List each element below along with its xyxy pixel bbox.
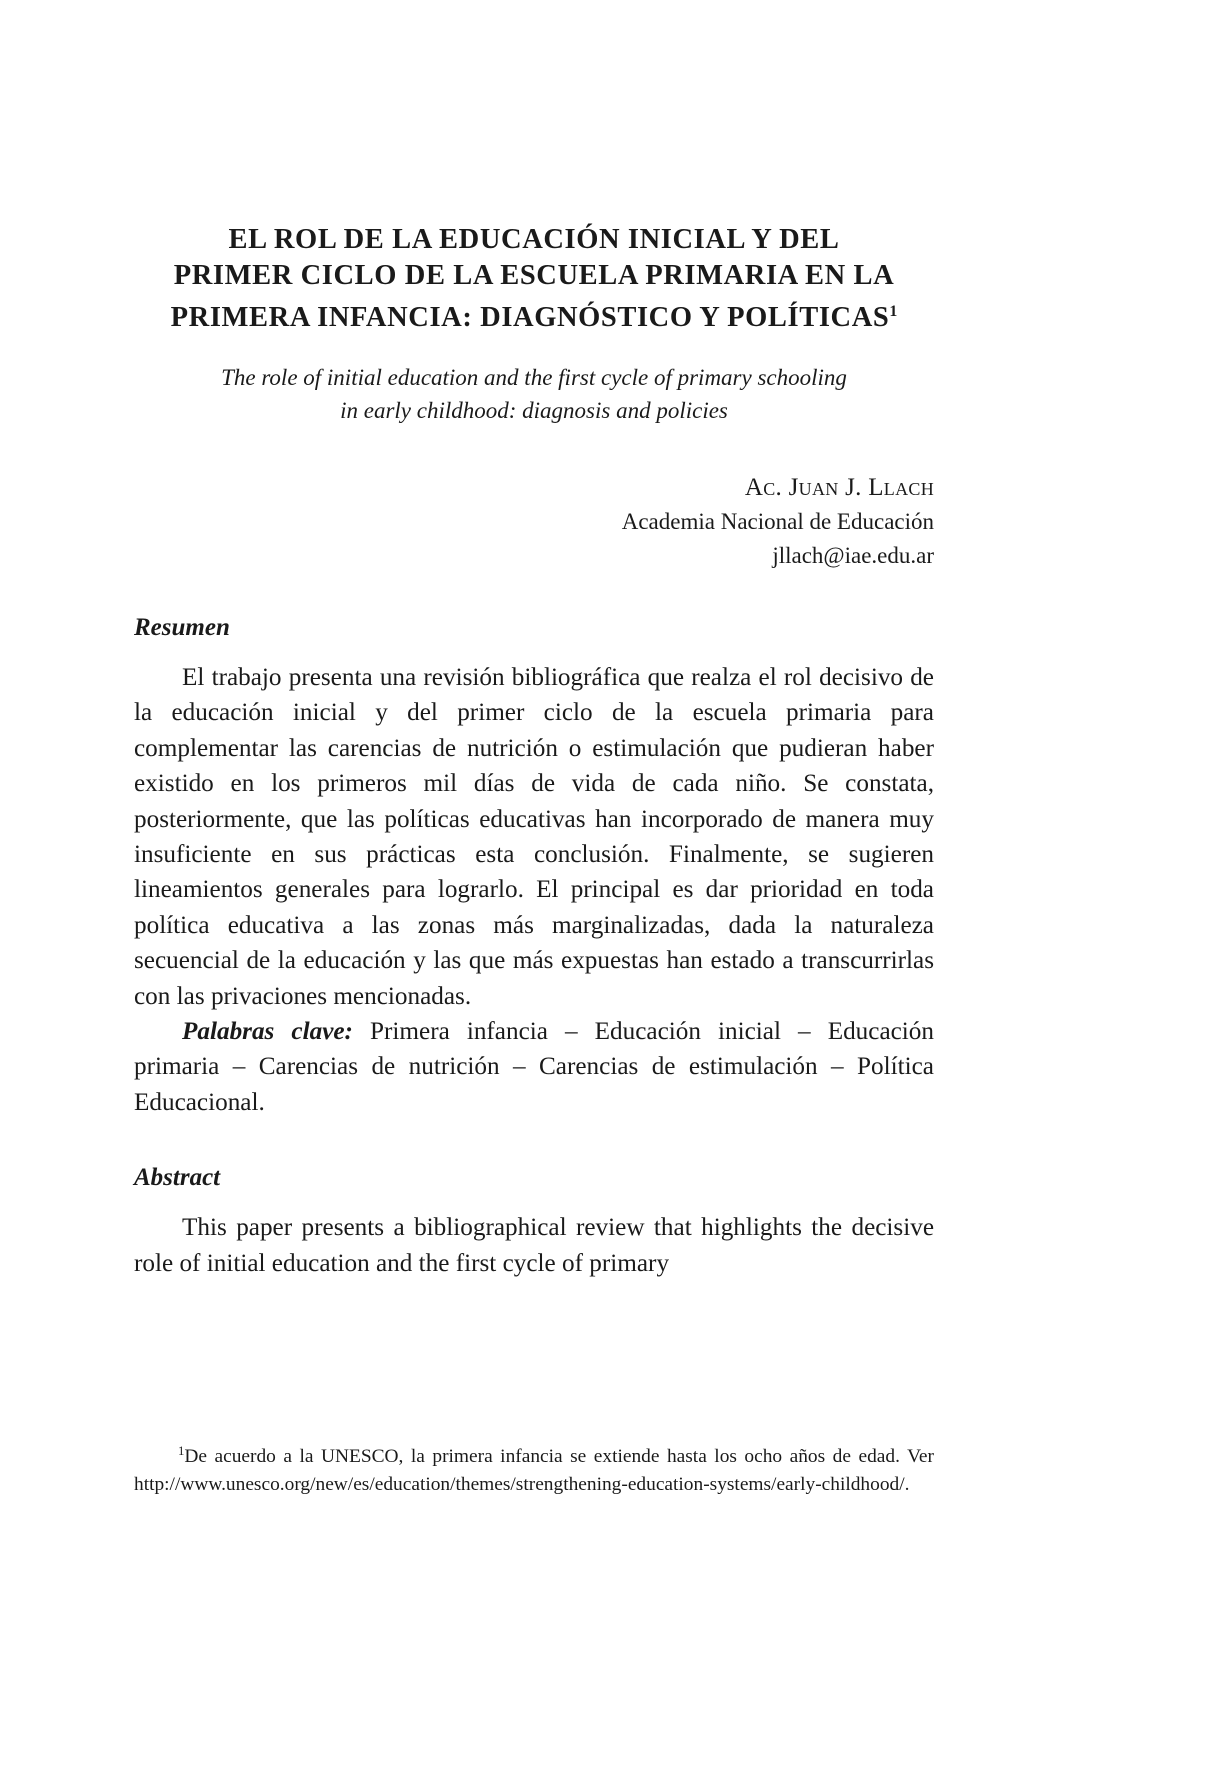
footnote-text <box>134 1438 934 1498</box>
resumen-paragraph: El trabajo presenta una revisión bibliográfica que realza el rol decisivo de la educación inicial y del primer ciclo de la escuela primaria para complementar las carencias de nutrición o estimulación que pudieran haber existido en los primeros mil días de vida de cada niño. Se constata, posteriormente, que las políticas educativas han incorporado de manera muy insuficiente en sus prácticas esta conclusión. Finalmente, se sugieren lineamientos generales para lograrlo. El principal es dar prioridad en toda política educativa a las zonas más marginalizadas, dada la naturaleza secuencial de la educación y las que más expuestas han estado a transcurrirlas con las privaciones mencionadas. <box>134 663 934 1010</box>
footnote-marker: 1 <box>178 1444 185 1458</box>
keywords-text: Primera infancia – Educación inicial – Educación primaria – Carencias de nutrición – Carencias de estimulación – Política Educacional. <box>134 1017 934 1116</box>
footnote-block <box>134 1438 934 1498</box>
resumen-heading: Resumen <box>134 613 230 641</box>
keywords-label: Palabras clave: <box>182 1017 353 1045</box>
page-content <box>134 0 934 1281</box>
title-footnote-marker: 1 <box>889 303 898 320</box>
title-line-2: PRIMER CICLO DE LA ESCUELA PRIMARIA EN LA <box>173 260 895 291</box>
abstract-heading: Abstract <box>134 1164 221 1192</box>
subtitle-line-1: The role of initial education and the first cycle of primary schooling <box>221 364 847 390</box>
article-title <box>134 222 934 336</box>
author-block <box>134 471 934 573</box>
title-line-3 <box>134 294 934 336</box>
author-affiliation: Academia Nacional de Educación <box>621 508 934 534</box>
subtitle-line-2: in early childhood: diagnosis and policies <box>340 397 728 423</box>
author-name: Ac. Juan J. Llach <box>744 473 934 501</box>
author-email: jllach@iae.edu.ar <box>772 542 934 568</box>
footnote-body: De acuerdo a la UNESCO, la primera infancia se extiende hasta los ocho años de edad. Ver http://www.unesco.org/new/es/education/themes/strengthening-education-systems/early-childhood/. <box>134 1446 934 1495</box>
keywords-paragraph <box>134 1014 934 1120</box>
abstract-paragraph: This paper presents a bibliographical review that highlights the decisive role of initial education and the first cycle of primary <box>134 1214 934 1277</box>
title-line-1: EL ROL DE LA EDUCACIÓN INICIAL Y DEL <box>228 224 840 255</box>
article-subtitle-english <box>134 361 934 427</box>
title-line-3-text: PRIMERA INFANCIA: DIAGNÓSTICO Y POLÍTICAS <box>170 301 890 333</box>
